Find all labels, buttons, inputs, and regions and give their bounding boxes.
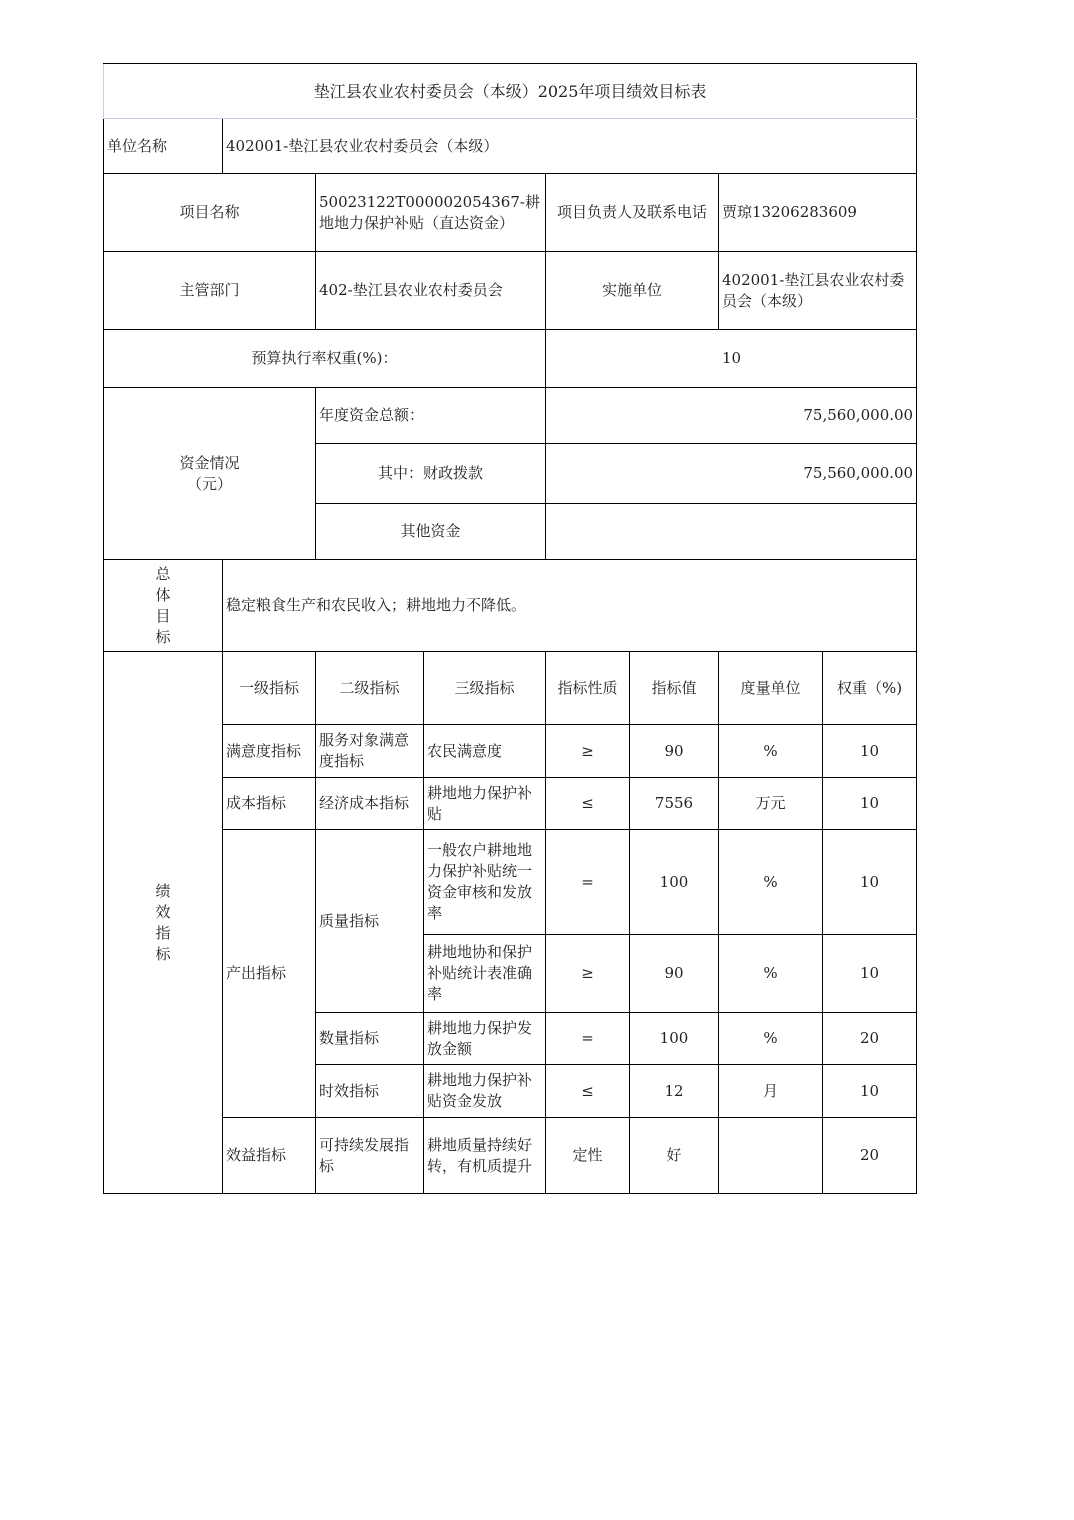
unit-cell: % <box>719 935 823 1013</box>
l2-cell: 服务对象满意度指标 <box>316 725 424 778</box>
value-cell: 好 <box>630 1118 719 1194</box>
l1-cell: 满意度指标 <box>223 725 316 778</box>
unit-cell: % <box>719 725 823 778</box>
impl-value: 402001-垫江县农业农村委员会（本级） <box>719 252 917 330</box>
unit-cell: % <box>719 830 823 935</box>
impl-label: 实施单位 <box>546 252 719 330</box>
l3-cell: 耕地地力保护发放金额 <box>424 1013 546 1065</box>
value-cell: 7556 <box>630 778 719 830</box>
value-cell: 90 <box>630 725 719 778</box>
table-row <box>104 725 917 778</box>
dept-label: 主管部门 <box>104 252 316 330</box>
l2-cell: 可持续发展指标 <box>316 1118 424 1194</box>
weight-cell: 10 <box>823 725 917 778</box>
header-unit: 度量单位 <box>719 652 823 725</box>
contact-label: 项目负责人及联系电话 <box>546 174 719 252</box>
project-label: 项目名称 <box>104 174 316 252</box>
unit-cell: 月 <box>719 1065 823 1118</box>
budget-rate-value: 10 <box>546 330 917 388</box>
project-value: 50023122T000002054367-耕地地力保护补贴（直达资金） <box>316 174 546 252</box>
op-cell: 定性 <box>546 1118 630 1194</box>
value-cell: 90 <box>630 935 719 1013</box>
funds-other-value <box>546 504 917 560</box>
unit-label: 单位名称 <box>104 119 223 174</box>
unit-cell: 万元 <box>719 778 823 830</box>
goal-label: 总体目标 <box>104 560 223 652</box>
unit-cell <box>719 1118 823 1194</box>
goal-value: 稳定粮食生产和农民收入；耕地地力不降低。 <box>223 560 917 652</box>
funds-fiscal-label: 其中：财政拨款 <box>316 444 546 504</box>
l1-cell: 成本指标 <box>223 778 316 830</box>
header-l2: 二级指标 <box>316 652 424 725</box>
unit-cell: % <box>719 1013 823 1065</box>
weight-cell: 10 <box>823 935 917 1013</box>
table-row <box>104 830 917 935</box>
indicators-label: 绩效指标 <box>104 652 223 1194</box>
weight-cell: 20 <box>823 1013 917 1065</box>
l1-cell: 效益指标 <box>223 1118 316 1194</box>
op-cell: ≥ <box>546 935 630 1013</box>
header-l1: 一级指标 <box>223 652 316 725</box>
table-row <box>104 1118 917 1194</box>
funds-fiscal-value: 75,560,000.00 <box>546 444 917 504</box>
value-cell: 12 <box>630 1065 719 1118</box>
l2-cell: 经济成本指标 <box>316 778 424 830</box>
l3-cell: 农民满意度 <box>424 725 546 778</box>
op-cell: ≤ <box>546 778 630 830</box>
performance-target-table <box>103 63 917 1194</box>
dept-value: 402-垫江县农业农村委员会 <box>316 252 546 330</box>
unit-value: 402001-垫江县农业农村委员会（本级） <box>223 119 917 174</box>
contact-value: 贾琼13206283609 <box>719 174 917 252</box>
funds-total-value: 75,560,000.00 <box>546 388 917 444</box>
value-cell: 100 <box>630 830 719 935</box>
funds-label: 资金情况（元） <box>104 388 316 560</box>
funds-total-label: 年度资金总额： <box>316 388 546 444</box>
l3-cell: 耕地地力保护补贴 <box>424 778 546 830</box>
weight-cell: 10 <box>823 778 917 830</box>
funds-other-label: 其他资金 <box>316 504 546 560</box>
weight-cell: 20 <box>823 1118 917 1194</box>
l3-cell: 耕地地力保护补贴资金发放 <box>424 1065 546 1118</box>
l2-cell: 数量指标 <box>316 1013 424 1065</box>
value-cell: 100 <box>630 1013 719 1065</box>
table-row <box>104 778 917 830</box>
budget-rate-label: 预算执行率权重(%)： <box>104 330 546 388</box>
header-l3: 三级指标 <box>424 652 546 725</box>
header-value: 指标值 <box>630 652 719 725</box>
l2-cell: 质量指标 <box>316 830 424 1013</box>
op-cell: = <box>546 1013 630 1065</box>
op-cell: ≤ <box>546 1065 630 1118</box>
header-weight: 权重（%) <box>823 652 917 725</box>
table-title: 垫江县农业农村委员会（本级）2025年项目绩效目标表 <box>104 64 917 119</box>
header-nature: 指标性质 <box>546 652 630 725</box>
op-cell: ≥ <box>546 725 630 778</box>
l2-cell: 时效指标 <box>316 1065 424 1118</box>
l3-cell: 耕地地协和保护补贴统计表准确率 <box>424 935 546 1013</box>
l1-cell: 产出指标 <box>223 830 316 1118</box>
l3-cell: 一般农户耕地地力保护补贴统一资金审核和发放率 <box>424 830 546 935</box>
weight-cell: 10 <box>823 1065 917 1118</box>
l3-cell: 耕地质量持续好转，有机质提升 <box>424 1118 546 1194</box>
op-cell: = <box>546 830 630 935</box>
weight-cell: 10 <box>823 830 917 935</box>
